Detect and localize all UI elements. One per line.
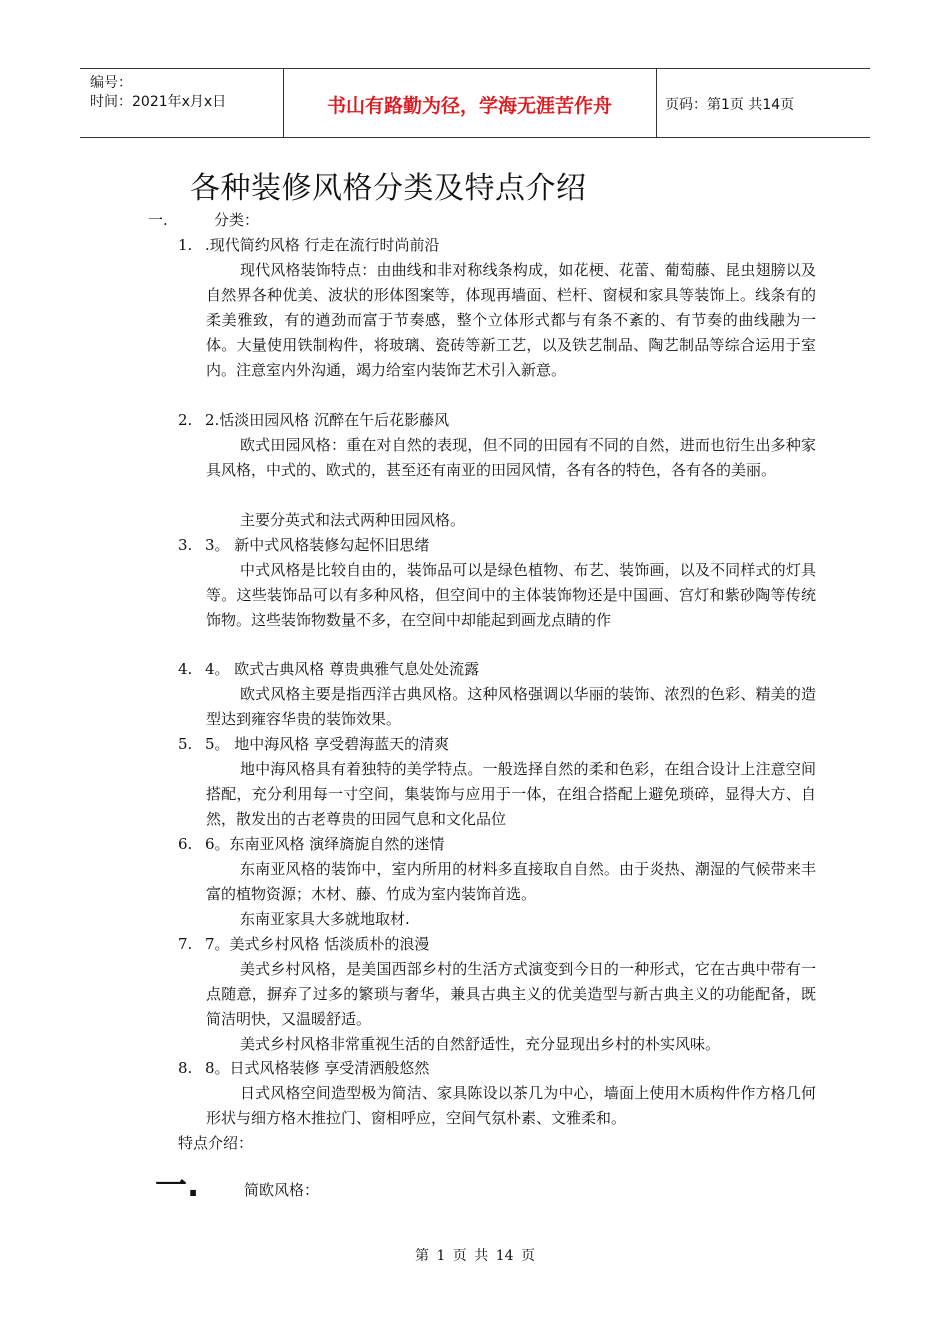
date-line: 时间：2021年x月x日: [90, 94, 227, 110]
list-item-paragraph: 现代风格装饰特点：由曲线和非对称线条构成，如花梗、花蕾、葡萄藤、昆虫翅膀以及自然界各种优美、波状的形体图案等，体现再墙面、栏杆、窗棂和家具等装饰上。线条有的柔美雅致，有的遒劲而富于节奏感，整个立体形式都与有条不紊的、有节奏的曲线融为一体。大量使用铁制构件，将玻璃、瓷砖等新工艺，以及铁艺制品、陶艺制品等综合运用于室内。注意室内外沟通，竭力给室内装饰艺术引入新意。: [206, 261, 816, 379]
list-item-number: 3.: [178, 536, 193, 554]
list-item-paragraph: 日式风格空间造型极为简洁、家具陈设以茶几为中心，墙面上使用木质构件作方格几何形状与细方格木推拉门、窗相呼应，空间气氛朴素、文雅柔和。: [206, 1084, 816, 1127]
document-number-label: 编号：: [90, 75, 132, 91]
list-item-paragraph: 美式乡村风格，是美国西部乡村的生活方式演变到今日的一种形式，它在古典中带有一点随意，摒弃了过多的繁琐与奢华，兼具古典主义的优美造型与新古典主义的功能配备，既简洁明快，又温暖舒适。: [206, 960, 816, 1028]
list-item-heading: 8。日式风格装修 享受清洒般悠然: [205, 1059, 430, 1077]
section-one-number: 一.: [148, 211, 168, 229]
list-item-heading: 6。东南亚风格 演绎旖旎自然的迷情: [205, 835, 445, 853]
header-page-info: 页码：第1页 共14页: [665, 97, 795, 113]
section-two-number: 一.: [155, 1166, 200, 1204]
document-title: 各种装修风格分类及特点介绍: [190, 171, 587, 206]
list-item-heading: .现代简约风格 行走在流行时尚前沿: [205, 236, 440, 254]
list-item-heading: 3。 新中式风格装修勾起怀旧思绪: [205, 536, 430, 554]
list-item-number: 7.: [178, 935, 193, 953]
list-item-paragraph: 地中海风格具有着独特的美学特点。一般选择自然的柔和色彩，在组合设计上注意空间搭配，充分利用每一寸空间，集装饰与应用于一体，在组合搭配上避免琐碎，显得大方、自然，散发出的古老尊贵的田园气息和文化品位: [206, 760, 816, 828]
list-item-heading: 2.恬淡田园风格 沉醉在午后花影藤风: [205, 411, 450, 429]
list-item-number: 4.: [178, 660, 193, 678]
section-one-label: 分类：: [214, 211, 260, 229]
list-item-paragraph: 美式乡村风格非常重视生活的自然舒适性，充分显现出乡村的朴实风味。: [240, 1035, 721, 1053]
list-item-heading: 7。美式乡村风格 恬淡质朴的浪漫: [205, 935, 430, 953]
features-label: 特点介绍：: [178, 1134, 254, 1152]
header-left-cell: [80, 69, 284, 137]
list-item-heading: 4。 欧式古典风格 尊贵典雅气息处处流露: [205, 660, 480, 678]
list-item-number: 2.: [178, 411, 193, 429]
page-footer: 第 1 页 共 14 页: [415, 1248, 535, 1264]
list-item-heading: 5。 地中海风格 享受碧海蓝天的清爽: [205, 735, 450, 753]
list-item-paragraph: 主要分英式和法式两种田园风格。: [240, 511, 466, 529]
list-item-number: 5.: [178, 735, 193, 753]
header-right-cell: [657, 69, 870, 137]
list-item-paragraph: 东南亚风格的装饰中，室内所用的材料多直接取自自然。由于炎热、潮湿的气候带来丰富的植物资源；木材、藤、竹成为室内装饰首选。: [206, 860, 816, 903]
list-item-paragraph: 欧式风格主要是指西洋古典风格。这种风格强调以华丽的装饰、浓烈的色彩、精美的造型达到雍容华贵的装饰效果。: [206, 685, 816, 728]
list-item-number: 8.: [178, 1059, 193, 1077]
list-item-paragraph: 中式风格是比较自由的，装饰品可以是绿色植物、布艺、装饰画，以及不同样式的灯具等。这些装饰品可以有多种风格，但空间中的主体装饰物还是中国画、宫灯和紫砂陶等传统饰物。这些装饰物数量不多，在空间中却能起到画龙点睛的作: [206, 561, 816, 629]
header-mid-cell: [283, 69, 657, 137]
header-slogan: 书山有路勤为径，学海无涯苦作舟: [326, 95, 612, 117]
list-item-number: 1.: [178, 236, 193, 254]
header-table: [80, 68, 870, 138]
section-two-label: 简欧风格：: [244, 1181, 320, 1199]
list-item-number: 6.: [178, 835, 193, 853]
list-item-paragraph: 欧式田园风格：重在对自然的表现，但不同的田园有不同的自然，进而也衍生出多种家具风格，中式的、欧式的，甚至还有南亚的田园风情，各有各的特色，各有各的美丽。: [206, 436, 816, 479]
list-item-paragraph: 东南亚家具大多就地取材.: [240, 910, 410, 928]
